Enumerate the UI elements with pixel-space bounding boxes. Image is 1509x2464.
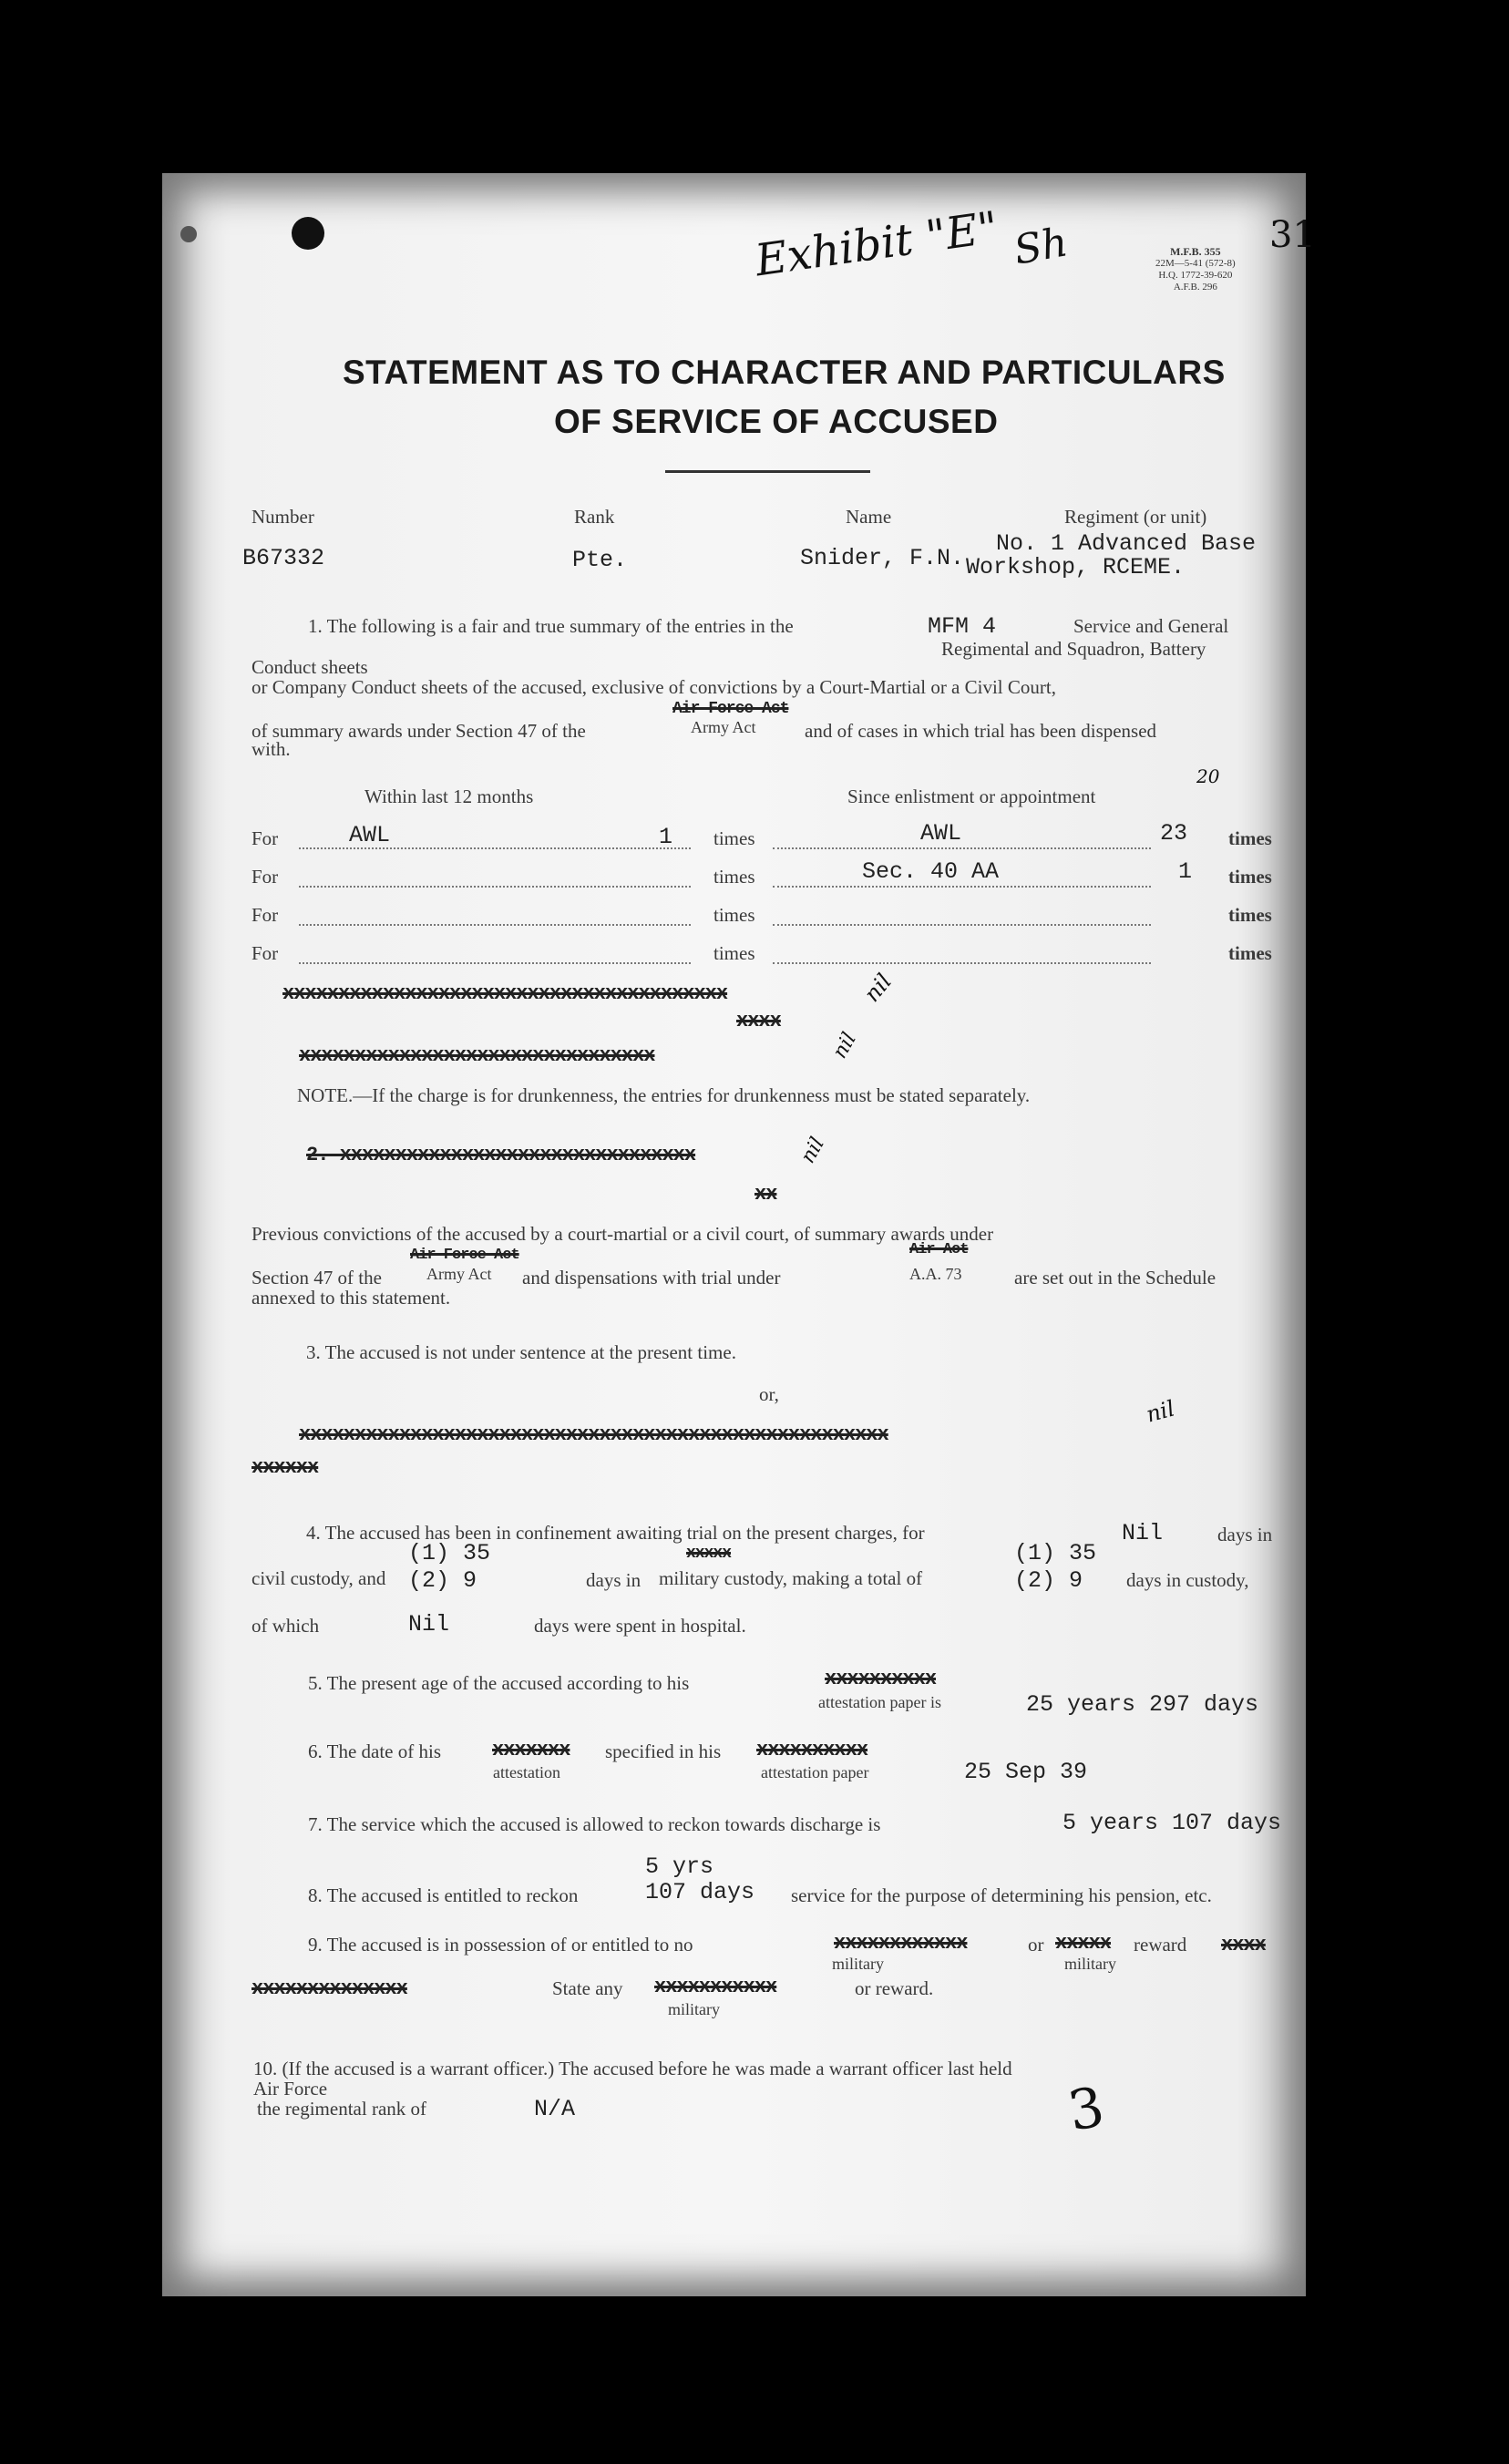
for-label: For [252,827,279,849]
count-total: 1 [1178,858,1193,885]
struck-text: xxxxx [1055,1932,1112,1955]
item10-text: Air Force [253,2078,328,2100]
handwritten-mark: nil [858,969,898,1007]
hospital-days: Nil [408,1611,450,1638]
form-code [1155,246,1236,293]
item9-text: State any [552,1977,623,1999]
times-label: times [713,866,755,888]
item1-text: Army Act [691,718,756,736]
struck-text: xxxx [736,1010,781,1032]
item5-text: 5. The present age of the accused according to his [308,1672,690,1694]
form-code-line: 22M—5-41 (572-8) [1155,258,1236,269]
item9-sub: military [832,1955,884,1973]
struck-text: xxxxxxxxxx [756,1739,868,1761]
document-sheet [162,173,1316,2296]
dotted-line [299,924,691,926]
title-rule [665,470,870,473]
item2-text: Army Act [426,1265,492,1283]
item1-text: of summary awards under Section 47 of the [252,720,586,742]
note-text: NOTE.—If the charge is for drunkenness, the entries for drunkenness must be stated separately. [297,1084,1031,1106]
times-label: times [1228,942,1272,964]
item2-text: Section 47 of the [252,1267,382,1288]
col-header-total: Since enlistment or appointment [847,785,1096,807]
service-reckon: 5 years 107 days [1062,1810,1282,1836]
form-code-line: M.F.B. 355 [1170,245,1221,258]
count-total: 23 [1160,820,1188,847]
handwritten-mark: 20 [1196,765,1220,787]
count-recent: 1 [659,824,673,850]
col-header-recent: Within last 12 months [364,785,534,807]
item1-text: Service and General [1073,615,1229,637]
struck-text: xxxxxxxxxxxxxxxxxxxxxxxxxxxxxxxxxxxxxxxxxxxxxxxxxxxxx [299,1423,888,1446]
struck-text: xxxxxxxxxx [825,1668,937,1690]
struck-text: xxxx [1221,1934,1266,1956]
item4-text: days in [586,1569,642,1591]
punch-hole [292,217,324,250]
struck-text: xxxxxxxxxxxxxx [252,1977,407,2000]
item4-text: days were spent in hospital. [534,1615,746,1637]
item2-text: and dispensations with trial under [522,1267,781,1288]
or-text: or, [759,1383,779,1405]
form-title-line1: STATEMENT AS TO CHARACTER AND PARTICULARS [343,354,1226,391]
handwritten-mark: nil [828,1029,862,1063]
form-title-line2: OF SERVICE OF ACCUSED [554,403,999,440]
item1-typed: MFM 4 [928,613,997,640]
punch-hole-mark [180,226,197,242]
item9-text: reward [1134,1934,1187,1956]
item2-text: are set out in the Schedule [1014,1267,1216,1288]
handwritten-mark: 3 [1063,2075,1109,2144]
item8-text: service for the purpose of determining his pension, etc. [791,1884,1212,1906]
struck-text: xxxxxx [252,1456,319,1479]
dotted-line [773,924,1151,926]
item4-text: civil custody, and [252,1567,386,1589]
struck-text: 2. xxxxxxxxxxxxxxxxxxxxxxxxxxxxxxxx [306,1144,696,1166]
total-custody-days: (1) 35 (2) 9 [1014,1540,1097,1594]
item10-text: 10. (If the accused is a warrant officer.) The accused before he was made a warrant officer last held [253,2058,1012,2079]
item9-text: or [1028,1934,1044,1956]
struck-text: xxxxxxxxxxx [654,1976,777,1998]
item10-text: the regimental rank of [257,2098,427,2120]
item9-sub: military [1064,1955,1116,1973]
unit-line1: No. 1 Advanced Base [996,530,1257,557]
handwritten-mark: nil [796,1134,830,1167]
pension-service: 5 yrs 107 days [645,1853,755,1905]
item2-text: A.A. 73 [909,1265,962,1283]
dotted-line [299,886,691,888]
rank-label: Rank [574,506,615,528]
age-value: 25 years 297 days [1026,1691,1259,1718]
item1-text: Regimental and Squadron, Battery [941,638,1206,660]
dotted-line [773,847,1151,849]
offence-recent: AWL [349,822,391,848]
item1-text: and of cases in which trial has been dispensed [805,720,1157,742]
initials-annotation: Sh [1011,219,1072,274]
name-value: Snider, F.N. [800,545,965,571]
item1-text: 1. The following is a fair and true summary of the entries in the [308,615,794,637]
unit-line2: Workshop, RCEME. [966,554,1186,580]
military-custody-days: (1) 35 (2) 9 [408,1540,491,1594]
dotted-line [773,962,1151,964]
attestation-date: 25 Sep 39 [964,1759,1088,1785]
item6-text: 6. The date of his [308,1740,441,1762]
item8-text: 8. The accused is entitled to reckon [308,1884,579,1906]
exhibit-annotation: Exhibit "E" [752,201,1001,287]
item7-text: 7. The service which the accused is allowed to reckon towards discharge is [308,1813,881,1835]
item1-text: with. [252,738,291,760]
item5-printed: attestation paper is [818,1693,941,1711]
item9-text: 9. The accused is in possession of or entitled to no [308,1934,693,1956]
struck-text: xxxxxxxxxxxxxxxxxxxxxxxxxxxxxxxxxxxxxxxx [282,982,728,1005]
handwritten-mark: nil [1143,1395,1177,1428]
item9-text: or reward. [855,1977,934,1999]
regimental-rank: N/A [534,2096,576,2122]
times-label: times [713,904,755,926]
rank-value: Pte. [572,547,628,573]
struck-text: xxxxx [686,1545,732,1563]
item2-text: annexed to this statement. [252,1287,451,1309]
civil-custody-days: Nil [1122,1520,1164,1546]
struck-text: Air Act [909,1241,969,1258]
times-label: times [713,827,755,849]
regiment-label: Regiment (or unit) [1064,506,1207,528]
item4-text: days in custody, [1126,1569,1249,1591]
item6-sub: attestation paper [761,1763,869,1781]
item3-text: 3. The accused is not under sentence at the present time. [306,1341,736,1363]
for-label: For [252,904,279,926]
struck-text: xxxxxxxxxxxxxxxxxxxxxxxxxxxxxxxx [299,1044,655,1067]
dotted-line [773,886,1151,888]
times-label: times [1228,866,1272,888]
service-number: B67332 [242,545,325,571]
times-label: times [1228,827,1272,849]
item1-text: or Company Conduct sheets of the accused, exclusive of convictions by a Court-Martial or a Civil Court, [252,676,1056,698]
struck-text: xxxxxxxxxxxx [834,1932,968,1955]
item4-text: 4. The accused has been in confinement awaiting trial on the present charges, for [306,1522,925,1544]
item6-text: specified in his [605,1740,722,1762]
dotted-line [299,962,691,964]
number-label: Number [252,506,314,528]
for-label: For [252,866,279,888]
struck-text: Air Force Act [410,1247,519,1264]
form-code-line: A.F.B. 296 [1173,282,1217,293]
times-label: times [1228,904,1272,926]
offence-total: AWL [920,820,962,847]
form-code-line: H.Q. 1772-39-620 [1158,270,1233,281]
offence-total: Sec. 40 AA [862,858,1000,885]
item4-text: days in [1217,1524,1273,1545]
name-label: Name [846,506,892,528]
item4-text: of which [252,1615,320,1637]
item1-text: Conduct sheets [252,656,368,678]
times-label: times [713,942,755,964]
struck-text: xxxxxxx [492,1739,570,1761]
struck-text: Air Force Act [672,700,789,718]
page-number: 31 [1269,214,1316,256]
for-label: For [252,942,279,964]
item4-text: military custody, making a total of [659,1567,923,1589]
item2-text: Previous convictions of the accused by a court-martial or a civil court, of summary awards under [252,1223,994,1245]
struck-text: xx [754,1183,777,1206]
item9-sub: military [668,2000,720,2018]
item6-sub: attestation [493,1763,560,1781]
